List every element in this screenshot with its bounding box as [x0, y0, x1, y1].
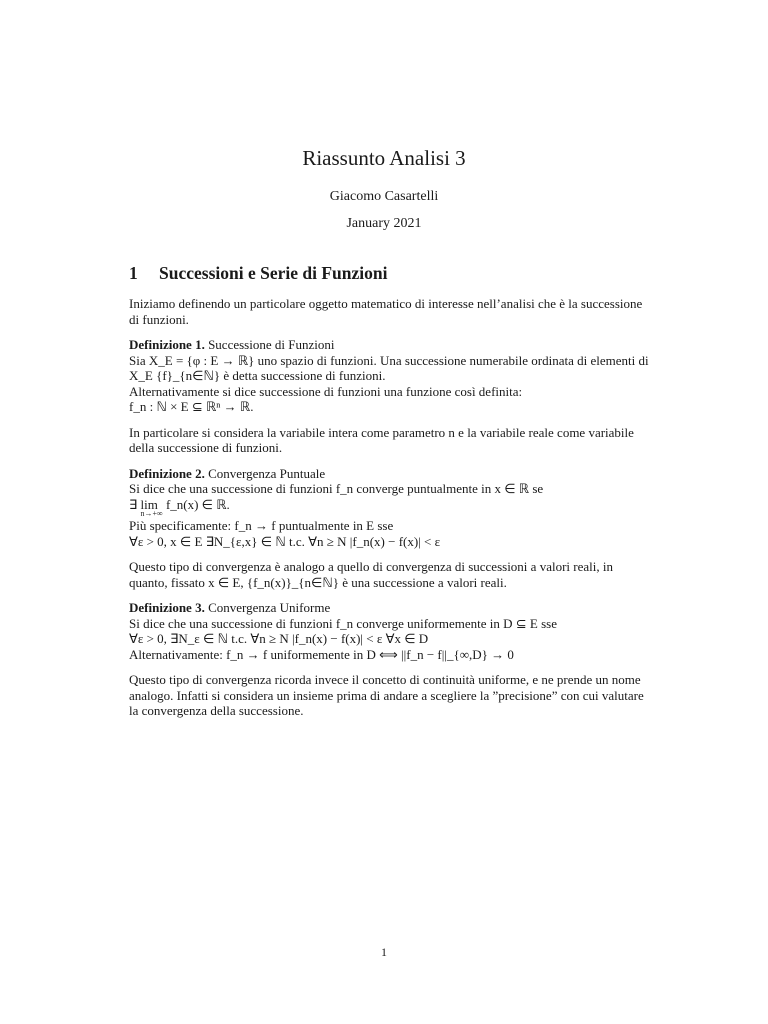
definition-formula: ∀ε > 0, x ∈ E ∃N_{ε,x} ∈ ℕ t.c. ∀n ≥ N |f_n(x) − f(x)| < ε	[129, 533, 441, 549]
definition-name: Convergenza Uniforme	[208, 600, 331, 615]
paragraph: In particolare si considera la variabile intera come parametro n e la variabile reale come variabile della successione di funzioni.	[129, 424, 634, 455]
document-author: Giacomo Casartelli	[329, 189, 439, 204]
definition-text: Si dice che una successione di funzioni f_n converge puntualmente in x ∈ ℝ se	[129, 481, 544, 496]
definition-1	[129, 337, 649, 415]
exists-symbol: ∃	[129, 496, 138, 512]
limit-operator	[140, 497, 162, 519]
limit-expression: f_n(x) ∈ ℝ.	[165, 496, 230, 512]
definition-3	[129, 600, 649, 662]
section-heading	[129, 262, 649, 284]
document-title: Riassunto Analisi 3	[302, 146, 466, 170]
definition-label: Definizione 2.	[129, 465, 205, 481]
definition-text: Sia X_E = {φ : E → ℝ} uno spazio di funzioni. Una successione numerabile ordinata di elementi di X_E {f}_{n∈ℕ} è detta successione di funzioni.	[129, 352, 649, 383]
section-title: Successioni e Serie di Funzioni	[159, 263, 388, 283]
section-number: 1	[129, 263, 138, 283]
document-body	[129, 262, 649, 729]
document-date: January 2021	[346, 216, 422, 231]
paragraph: Questo tipo di convergenza è analogo a quello di convergenza di successioni a valori reali, in quanto, fissato x ∈ E, {f_n(x)}_{n∈ℕ} è una successione a valori reali.	[129, 559, 613, 590]
definition-name: Convergenza Puntuale	[208, 465, 326, 481]
limit-text: lim	[140, 496, 158, 512]
definition-formula: ∀ε > 0, ∃N_ε ∈ ℕ t.c. ∀n ≥ N |f_n(x) − f(x)| < ε ∀x ∈ D	[129, 631, 429, 646]
intro-paragraph: Iniziamo definendo un particolare oggetto matematico di interesse nell’analisi che è la successione di funzioni.	[129, 296, 643, 327]
definition-2	[129, 466, 649, 550]
paragraph: Questo tipo di convergenza ricorda invece il concetto di continuità uniforme, e ne prende un nome analogo. Infatti si considera un insieme prima di andare a scegliere la ”precisione” con cui valutare la convergenza della successione.	[129, 672, 644, 718]
limit-subscript: n→+∞	[140, 509, 163, 518]
limit-formula	[129, 497, 649, 519]
definition-text: Alternativamente si dice successione di funzioni una funzione così definita:	[129, 383, 523, 399]
definition-name: Successione di Funzioni	[208, 337, 335, 352]
definition-label: Definizione 1.	[129, 337, 205, 352]
definition-formula: f_n : ℕ × E ⊆ ℝⁿ → ℝ.	[129, 399, 254, 414]
definition-text: Alternativamente: f_n → f uniformemente in D ⟺ ||f_n − f||_{∞,D} → 0	[129, 646, 514, 662]
page-number: 1	[381, 945, 387, 959]
definition-text: Si dice che una successione di funzioni f_n converge uniformemente in D ⊆ E sse	[129, 615, 557, 631]
definition-label: Definizione 3.	[129, 600, 205, 615]
definition-text: Più specificamente: f_n → f puntualmente in E sse	[129, 518, 394, 533]
